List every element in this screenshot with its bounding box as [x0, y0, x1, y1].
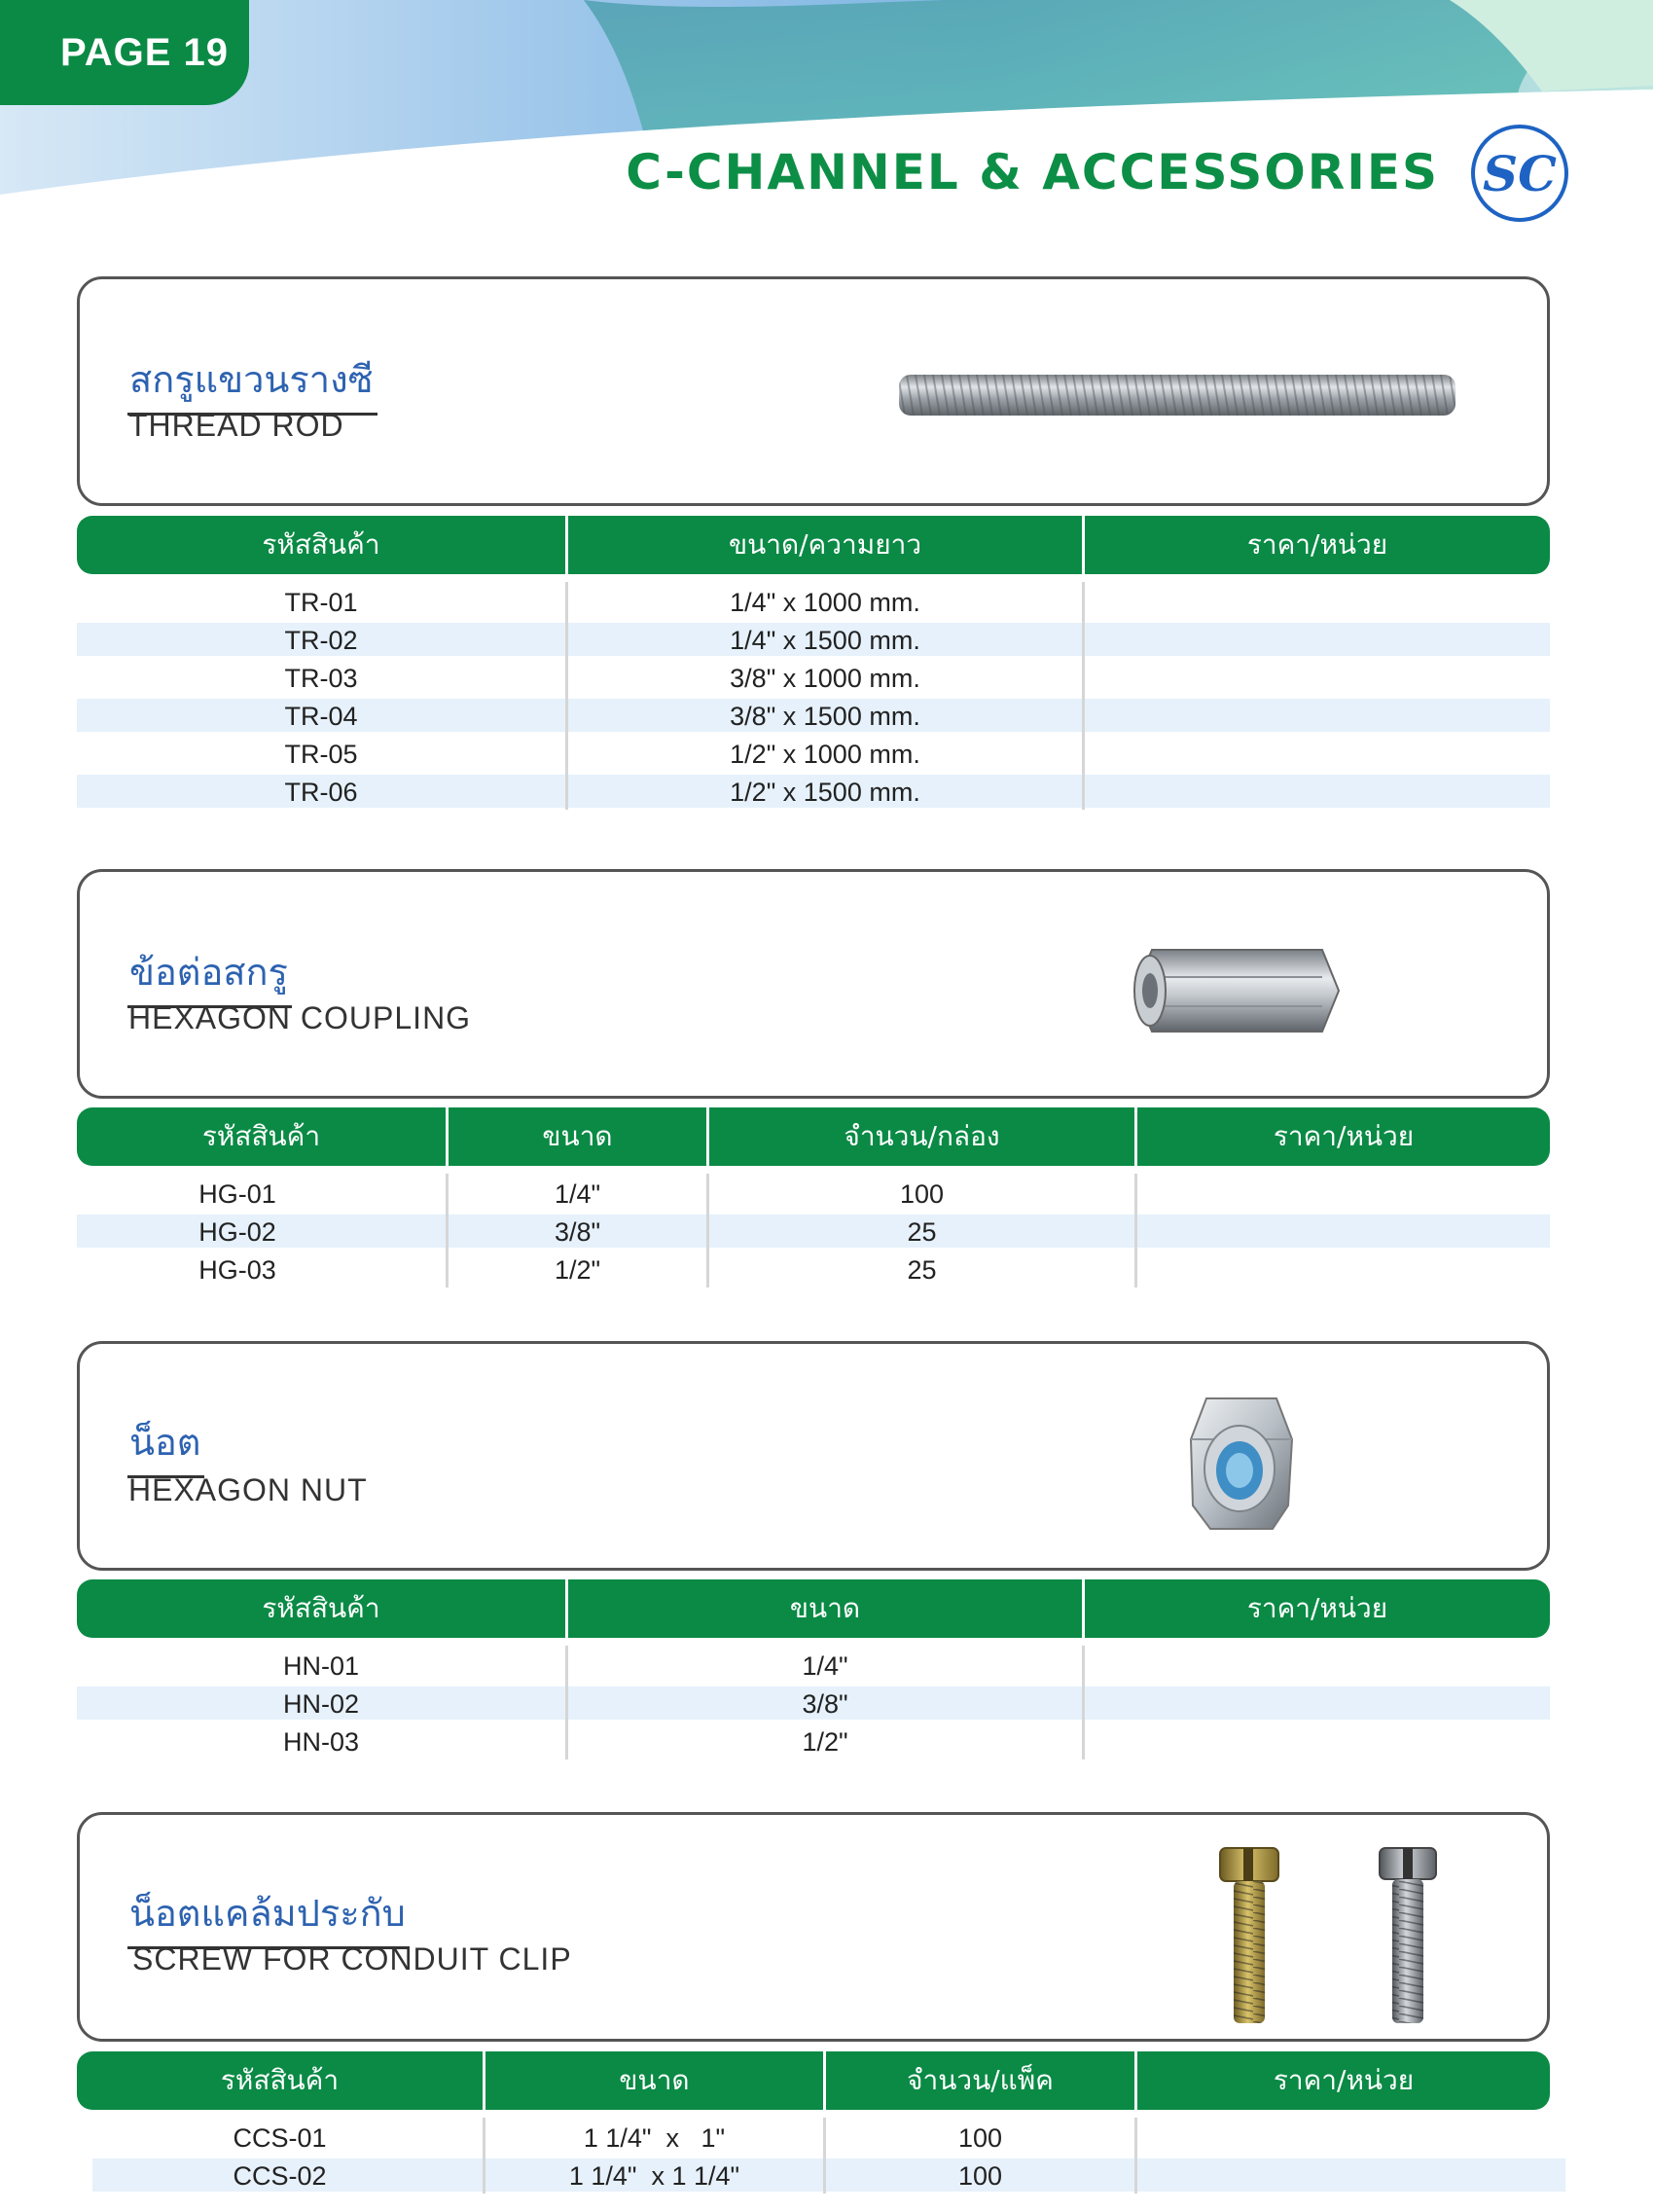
column-header-size-length: ขนาด/ความยาว [728, 528, 922, 561]
table-row [77, 772, 1550, 810]
cell-size: 1/4" [802, 1651, 848, 1681]
column-header-size: ขนาด [542, 1120, 613, 1152]
table-row [77, 2118, 1550, 2156]
table-row [77, 1212, 1550, 1250]
cell-price [1137, 2118, 1550, 2156]
table-row [77, 734, 1550, 772]
column-header-price: ราคา/หน่วย [1246, 528, 1388, 561]
column-header-price: ราคา/หน่วย [1246, 1592, 1388, 1624]
cell-size: 1 1/4" x 1 1/4" [568, 2161, 740, 2191]
thread-rod-image [897, 369, 1461, 421]
table-header [77, 1107, 1550, 1166]
column-header-code: รหัสสินค้า [262, 1592, 380, 1624]
product-thai-name: ข้อต่อสกรู [127, 942, 292, 1008]
cell-size: 1 1/4" x 1" [583, 2123, 726, 2153]
page-number-tab: PAGE 19 [0, 0, 249, 105]
cell-code: HN-01 [282, 1651, 360, 1681]
cell-code: TR-03 [284, 664, 358, 693]
cell-price [1085, 582, 1550, 620]
table-row [77, 696, 1550, 734]
table-row [77, 658, 1550, 696]
table-row [77, 1684, 1550, 1722]
cell-size: 1/4" x 1000 mm. [730, 588, 920, 617]
column-header-price: ราคา/หน่วย [1273, 2064, 1415, 2096]
cell-code: HG-03 [198, 1255, 276, 1285]
product-box-thread-rod [77, 276, 1550, 506]
product-english-name: SCREW FOR CONDUIT CLIP [132, 1941, 572, 1976]
column-header-qty-box: จำนวน/กล่อง [844, 1120, 1000, 1152]
column-header-qty-pack: จำนวน/แพ็ค [907, 2064, 1054, 2096]
product-thai-name: สกรูแขวนรางซี [127, 349, 377, 416]
page-title: C-CHANNEL & ACCESSORIES [626, 144, 1439, 200]
cell-size: 1/2" x 1500 mm. [730, 778, 920, 807]
cell-price [1085, 696, 1550, 734]
conduit-clip-screw-image [1136, 1842, 1457, 2027]
cell-size: 3/8" x 1000 mm. [730, 664, 920, 693]
table-row [77, 1646, 1550, 1684]
hexagon-nut-image [1187, 1391, 1296, 1537]
column-header-size: ขนาด [619, 2064, 690, 2096]
product-english-name: THREAD ROD [128, 408, 344, 443]
cell-code: CCS-01 [233, 2123, 327, 2153]
cell-size: 3/8" [802, 1689, 848, 1719]
cell-code: HG-02 [198, 1217, 276, 1247]
cell-price [1085, 734, 1550, 772]
cell-price [1085, 1646, 1550, 1684]
hexagon-coupling-image [1123, 942, 1347, 1039]
cell-qty: 100 [899, 1179, 945, 1209]
cell-qty: 25 [907, 1255, 937, 1285]
cell-code: HG-01 [198, 1179, 276, 1209]
column-header-size: ขนาด [789, 1592, 861, 1624]
product-box-conduit-clip-screw [77, 1812, 1550, 2042]
cell-size: 1/4" x 1500 mm. [730, 626, 920, 655]
cell-qty: 25 [907, 1217, 937, 1247]
table-row [77, 2156, 1550, 2194]
thread-rod-table [77, 516, 1550, 810]
cell-code: TR-05 [284, 740, 358, 769]
cell-size: 1/2" [554, 1255, 601, 1285]
table-row [77, 1250, 1550, 1287]
cell-size: 1/4" [554, 1179, 601, 1209]
cell-price [1085, 1684, 1550, 1722]
cell-code: TR-06 [284, 778, 358, 807]
cell-qty: 100 [957, 2161, 1003, 2191]
table-row [77, 1174, 1550, 1212]
product-english-name: HEXAGON NUT [128, 1472, 368, 1507]
column-header-price: ราคา/หน่วย [1273, 1120, 1415, 1152]
cell-price [1137, 1212, 1550, 1250]
table-header [77, 2051, 1550, 2110]
table-header [77, 516, 1550, 574]
cell-code: TR-01 [284, 588, 358, 617]
column-header-code: รหัสสินค้า [262, 528, 380, 561]
cell-price [1085, 658, 1550, 696]
product-box-hexagon-nut [77, 1341, 1550, 1571]
cell-size: 3/8" x 1500 mm. [730, 702, 920, 731]
table-header [77, 1579, 1550, 1638]
cell-size: 3/8" [554, 1217, 601, 1247]
table-row [77, 582, 1550, 620]
sc-logo: SC [1471, 125, 1568, 222]
product-box-hexagon-coupling [77, 869, 1550, 1099]
cell-price [1085, 1722, 1550, 1759]
product-thai-name: น็อต [127, 1412, 204, 1478]
product-thai-name: น็อตแคล้มประกับ [127, 1883, 410, 1949]
cell-code: TR-02 [284, 626, 358, 655]
cell-price [1085, 772, 1550, 810]
cell-price [1085, 620, 1550, 658]
product-english-name: HEXAGON COUPLING [128, 1000, 472, 1035]
column-header-code: รหัสสินค้า [220, 2064, 340, 2096]
table-row [77, 620, 1550, 658]
cell-price [1137, 2156, 1550, 2194]
cell-code: HN-02 [282, 1689, 360, 1719]
cell-qty: 100 [957, 2123, 1003, 2153]
cell-price [1137, 1250, 1550, 1287]
cell-code: CCS-02 [233, 2161, 327, 2191]
conduit-clip-screw-table [77, 2051, 1550, 2194]
column-header-code: รหัสสินค้า [201, 1120, 321, 1152]
cell-size: 1/2" [802, 1727, 848, 1757]
hexagon-nut-table [77, 1579, 1550, 1759]
cell-size: 1/2" x 1000 mm. [730, 740, 920, 769]
cell-price [1137, 1174, 1550, 1212]
cell-code: HN-03 [282, 1727, 360, 1757]
table-row [77, 1722, 1550, 1759]
hexagon-coupling-table [77, 1107, 1550, 1287]
cell-code: TR-04 [284, 702, 358, 731]
